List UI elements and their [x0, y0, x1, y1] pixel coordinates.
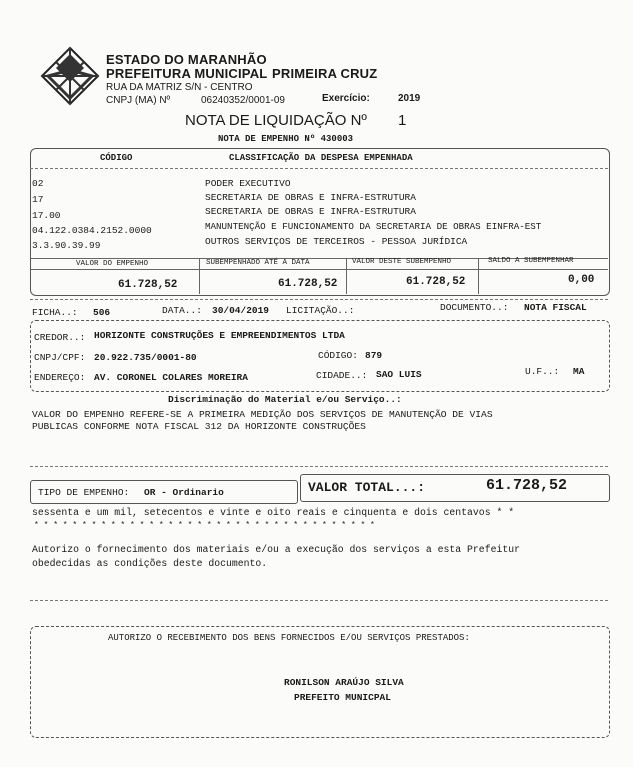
valor-subempenho-header: VALOR DESTE SUBEMPENHO	[352, 258, 452, 266]
empenho-number: NOTA DE EMPENHO Nº 430003	[218, 134, 354, 144]
credor-cnpj-label: CNPJ/CPF:	[34, 352, 86, 363]
valor-total-label: VALOR TOTAL...:	[308, 480, 426, 495]
signer-role: PREFEITO MUNICPAL	[294, 692, 391, 703]
saldo-amount: 0,00	[568, 274, 595, 286]
documento-value: NOTA FISCAL	[524, 302, 587, 313]
tipo-empenho-value: OR - Ordinario	[144, 487, 224, 498]
valor-extenso: sessenta e um mil, setecentos e vinte e oito reais e cinquenta e dois centavos * *	[32, 507, 515, 518]
class-desc-4: MANUNTENÇÃO E FUNCIONAMENTO DA SECRETARIA DE OBRAS EINFRA-EST	[205, 221, 542, 232]
credor-value: HORIZONTE CONSTRUÇÕES E EMPREENDIMENTOS LTDA	[94, 330, 345, 341]
exercicio-label: Exercício:	[322, 93, 370, 104]
credor-codigo-value: 879	[365, 350, 383, 361]
discriminacao-line-2: PUBLICAS CONFORME NOTA FISCAL 312 DA HORIZONTE CONSTRUÇÕES	[32, 421, 366, 432]
exercicio-value: 2019	[398, 93, 421, 104]
ficha-label: FICHA..:	[32, 307, 78, 318]
subempenhado-header: SUBEMPENHADO ATÉ A DATA	[206, 259, 310, 267]
data-value: 30/04/2019	[212, 305, 270, 316]
credor-endereco-label: ENDEREÇO:	[34, 372, 86, 383]
address: RUA DA MATRIZ S/N - CENTRO	[106, 82, 253, 93]
class-code-4: 04.122.0384.2152.0000	[32, 225, 152, 236]
autorizo-line-1: Autorizo o fornecimento dos materiais e/ou a execução dos serviços a esta Prefeitur	[32, 544, 520, 555]
credor-label: CREDOR..:	[34, 332, 86, 343]
class-desc-2: SECRETARIA DE OBRAS E INFRA-ESTRUTURA	[205, 192, 416, 203]
credor-uf-label: U.F..:	[525, 366, 560, 377]
credor-cidade-value: SAO LUIS	[376, 369, 422, 380]
class-code-2: 17	[32, 194, 44, 205]
autorizo-line-2: obedecidas as condições deste documento.	[32, 558, 268, 569]
saldo-header: SALDO A SUBEMPENHAR	[488, 257, 574, 265]
class-desc-3: SECRETARIA DE OBRAS E INFRA-ESTRUTURA	[205, 206, 416, 217]
valor-empenho-amount: 61.728,52	[118, 279, 178, 291]
class-desc-1: PODER EXECUTIVO	[205, 178, 291, 189]
credor-cnpj-value: 20.922.735/0001-80	[94, 352, 197, 363]
signer-name: RONILSON ARAÚJO SILVA	[284, 677, 404, 688]
class-code-5: 3.3.90.39.99	[32, 240, 101, 251]
ficha-value: 506	[93, 307, 111, 318]
credor-endereco-value: AV. CORONEL COLARES MOREIRA	[94, 372, 248, 383]
credor-codigo-label: CÓDIGO:	[318, 350, 358, 361]
credor-uf-value: MA	[573, 366, 585, 377]
credor-cidade-label: CIDADE..:	[316, 370, 368, 381]
document-title: NOTA DE LIQUIDAÇÃO Nº	[185, 112, 367, 129]
recebimento-title: AUTORIZO O RECEBIMENTO DOS BENS FORNECIDOS E/OU SERVIÇOS PRESTADOS:	[108, 633, 470, 643]
tipo-empenho-label: TIPO DE EMPENHO:	[38, 487, 130, 498]
data-label: DATA..:	[162, 305, 202, 316]
class-desc-5: OUTROS SERVIÇOS DE TERCEIROS - PESSOA JURÍDICA	[205, 236, 468, 247]
extenso-stars: * * * * * * * * * * * * * * * * * * * * * * * * * * * * * * * * * * * *	[34, 521, 375, 530]
municipal-logo-icon	[40, 46, 100, 106]
cnpj-value: 06240352/0001-09	[201, 95, 285, 106]
subempenhado-amount: 61.728,52	[278, 278, 338, 290]
classification-header: CLASSIFICAÇÃO DA DESPESA EMPENHADA	[229, 153, 413, 163]
codigo-header: CÓDIGO	[100, 153, 133, 163]
valor-subempenho-amount: 61.728,52	[406, 276, 466, 288]
discriminacao-line-1: VALOR DO EMPENHO REFERE-SE A PRIMEIRA MEDIÇÃO DOS SERVIÇOS DE MANUTENÇÃO DE VIAS	[32, 409, 493, 420]
valor-empenho-header: VALOR DO EMPENHO	[76, 260, 149, 268]
document-number: 1	[398, 112, 407, 129]
documento-label: DOCUMENTO..:	[440, 302, 509, 313]
class-code-1: 02	[32, 178, 44, 189]
licitacao-label: LICITAÇÃO..:	[286, 305, 355, 316]
valor-total-value: 61.728,52	[486, 477, 568, 494]
prefeitura-name: PREFEITURA MUNICIPAL	[106, 66, 268, 81]
state-name: ESTADO DO MARANHÃO	[106, 52, 267, 67]
discriminacao-title: Discriminação do Material e/ou Serviço..:	[168, 394, 402, 405]
city-name: PRIMEIRA CRUZ	[272, 66, 378, 81]
class-code-3: 17.00	[32, 210, 61, 221]
cnpj-label: CNPJ (MA) Nº	[106, 95, 171, 106]
